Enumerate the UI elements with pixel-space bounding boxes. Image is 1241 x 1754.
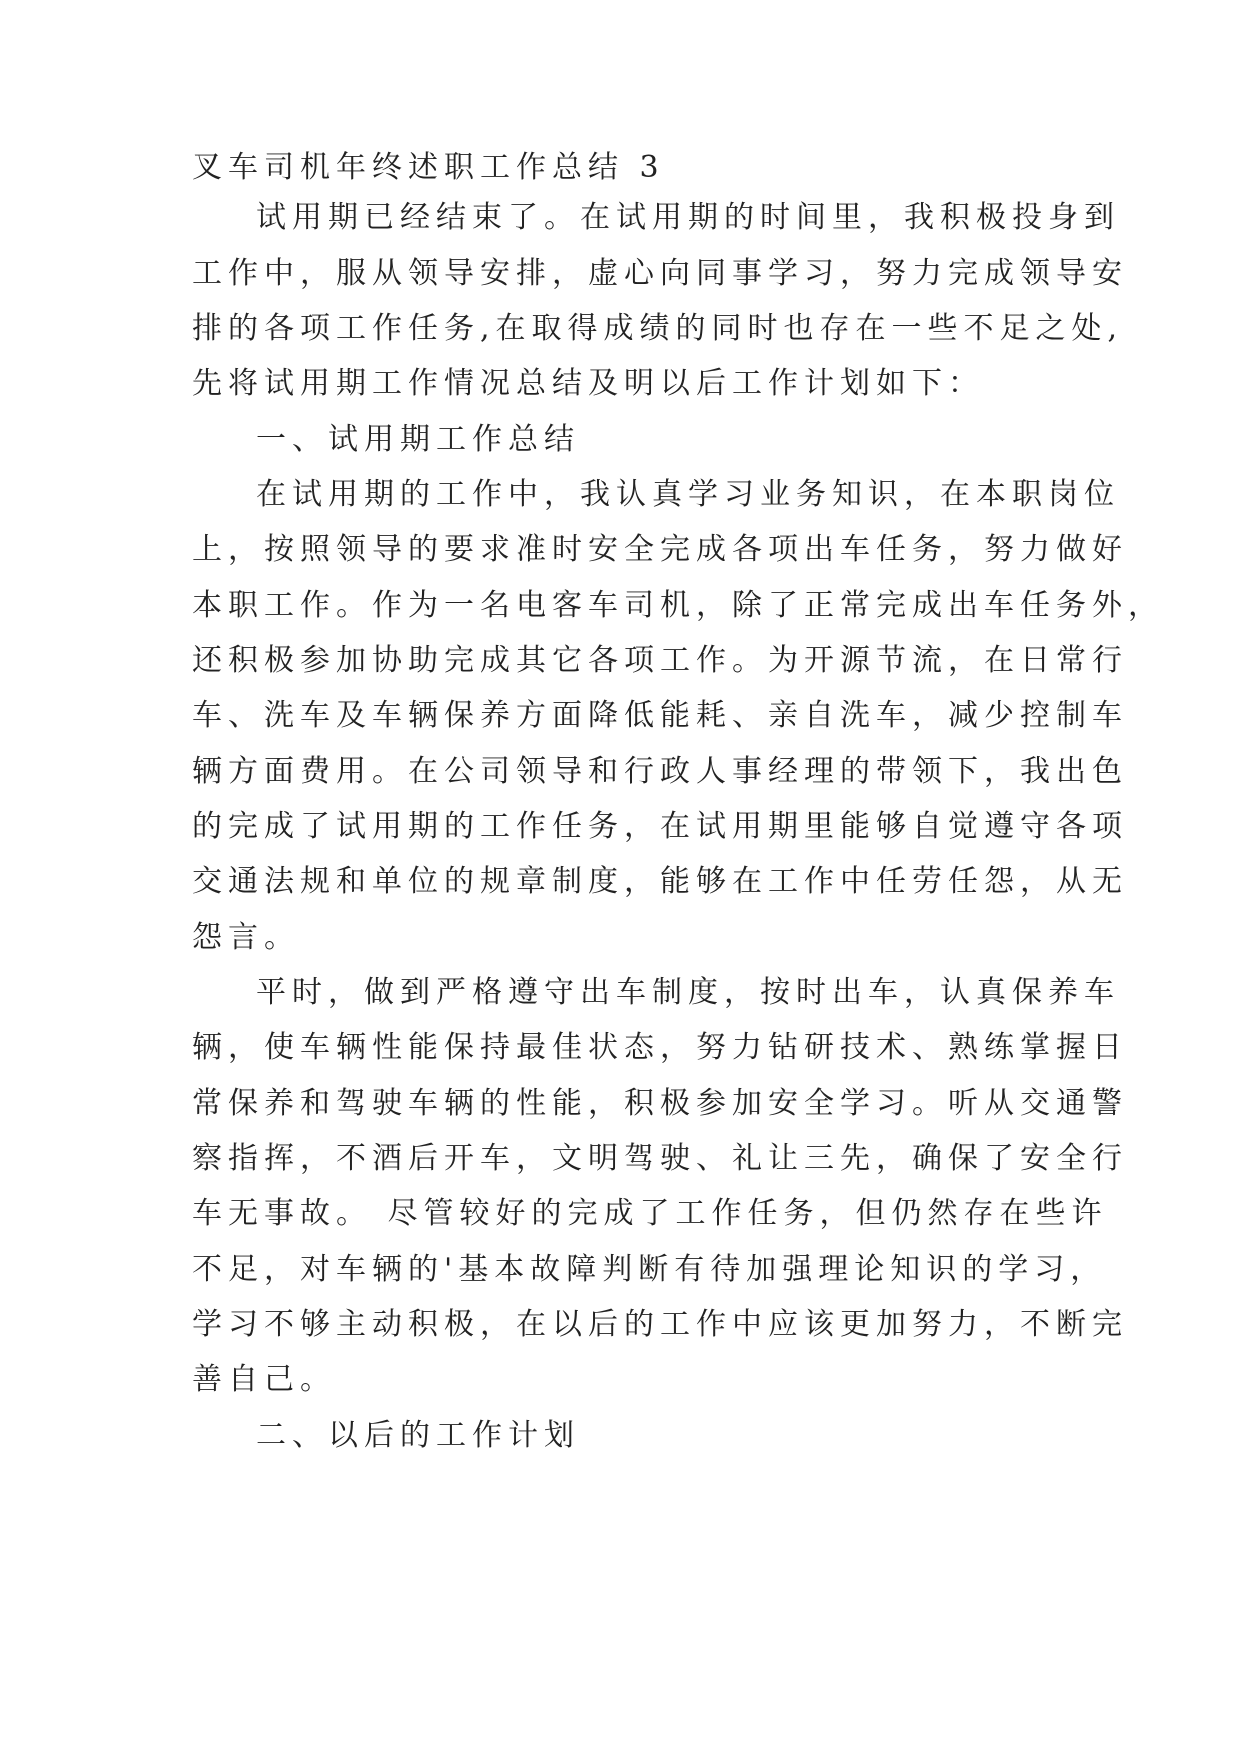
paragraph-line: 辆方面费用。在公司领导和行政人事经理的带领下，我出色 (192, 754, 1128, 789)
paragraph-line: 常保养和驾驶车辆的性能，积极参加安全学习。听从交通警 (192, 1086, 1128, 1121)
section-heading: 一、试用期工作总结 (256, 422, 580, 457)
paragraph-line: 车无事故。 尽管较好的完成了工作任务，但仍然存在些许 (192, 1196, 1108, 1231)
paragraph-line: 学习不够主动积极，在以后的工作中应该更加努力，不断完 (192, 1307, 1128, 1342)
paragraph-line: 上，按照领导的要求准时安全完成各项出车任务，努力做好 (192, 532, 1128, 567)
paragraph-line: 平时，做到严格遵守出车制度，按时出车，认真保养车 (256, 975, 1120, 1010)
paragraph-line: 本职工作。作为一名电客车司机，除了正常完成出车任务外， (192, 588, 1164, 623)
paragraph-line: 善自己。 (192, 1362, 336, 1397)
paragraph-line: 先将试用期工作情况总结及明以后工作计划如下： (192, 366, 984, 401)
paragraph-line: 辆，使车辆性能保持最佳状态，努力钻研技术、熟练掌握日 (192, 1030, 1128, 1065)
paragraph-line: 交通法规和单位的规章制度，能够在工作中任劳任怨，从无 (192, 864, 1128, 899)
paragraph-line: 试用期已经结束了。在试用期的时间里，我积极投身到 (256, 200, 1120, 235)
paragraph-line: 察指挥，不酒后开车，文明驾驶、礼让三先，确保了安全行 (192, 1141, 1128, 1176)
paragraph-line: 在试用期的工作中，我认真学习业务知识，在本职岗位 (256, 477, 1120, 512)
paragraph-line: 怨言。 (192, 920, 300, 955)
paragraph-line: 排的各项工作任务,在取得成绩的同时也存在一些不足之处, (192, 311, 1124, 346)
section-heading: 二、以后的工作计划 (256, 1418, 580, 1453)
paragraph-line: 工作中，服从领导安排，虚心向同事学习，努力完成领导安 (192, 256, 1128, 291)
paragraph-line: 不足，对车辆的'基本故障判断有待加强理论知识的学习， (192, 1252, 1107, 1287)
paragraph-line: 车、洗车及车辆保养方面降低能耗、亲自洗车，减少控制车 (192, 698, 1128, 733)
paragraph-line: 的完成了试用期的工作任务，在试用期里能够自觉遵守各项 (192, 809, 1128, 844)
paragraph-line: 还积极参加协助完成其它各项工作。为开源节流，在日常行 (192, 643, 1128, 678)
document-title: 叉车司机年终述职工作总结 3 (192, 150, 665, 185)
